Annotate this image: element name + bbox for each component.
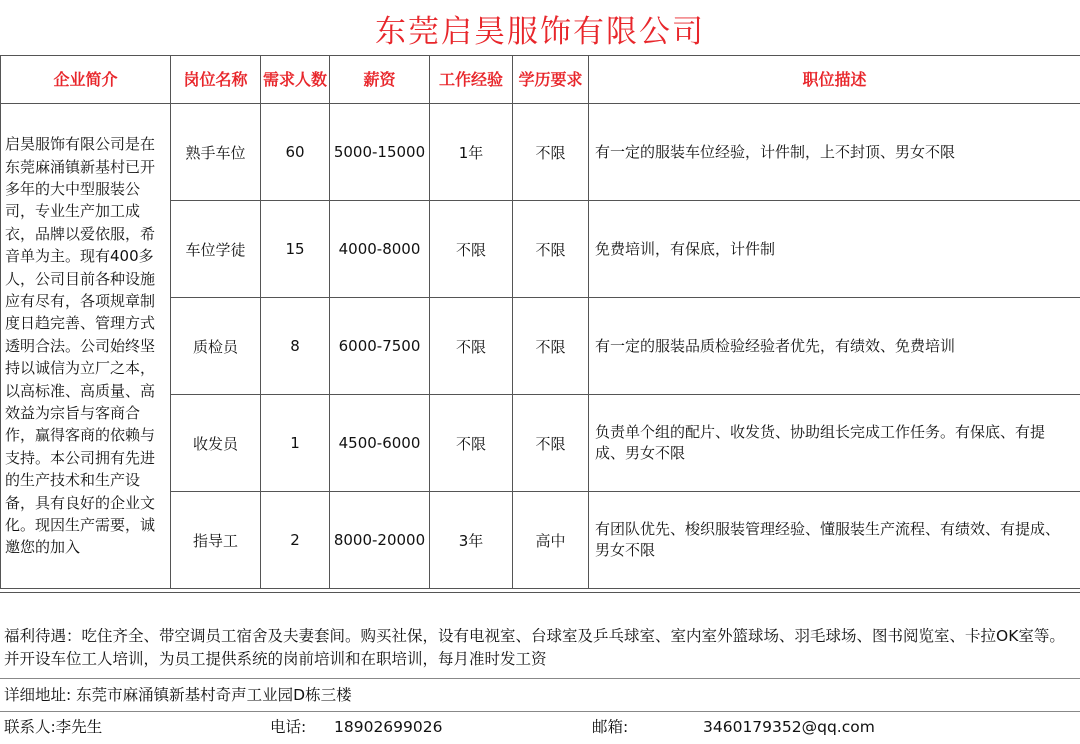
job-count: 2 bbox=[261, 492, 330, 589]
job-experience: 不限 bbox=[430, 395, 513, 492]
email-label: 邮箱: bbox=[592, 712, 628, 743]
job-salary: 8000-20000 bbox=[330, 492, 430, 589]
job-count: 1 bbox=[261, 395, 330, 492]
job-salary: 4500-6000 bbox=[330, 395, 430, 492]
job-position: 熟手车位 bbox=[171, 104, 261, 201]
job-count: 15 bbox=[261, 201, 330, 298]
job-description: 有一定的服装品质检验经验者优先，有绩效、免费培训 bbox=[589, 298, 1080, 395]
job-description: 有团队优先、梭织服装管理经验、懂服装生产流程、有绩效、有提成、男女不限 bbox=[589, 492, 1080, 589]
header-count: 需求人数 bbox=[261, 56, 330, 104]
job-experience: 不限 bbox=[430, 298, 513, 395]
job-count: 60 bbox=[261, 104, 330, 201]
header-position: 岗位名称 bbox=[171, 56, 261, 104]
job-position: 收发员 bbox=[171, 395, 261, 492]
job-education: 不限 bbox=[513, 104, 589, 201]
job-experience: 3年 bbox=[430, 492, 513, 589]
contact-line bbox=[0, 711, 1080, 744]
job-position: 质检员 bbox=[171, 298, 261, 395]
phone-number: 18902699026 bbox=[334, 712, 442, 743]
job-education: 高中 bbox=[513, 492, 589, 589]
job-experience: 不限 bbox=[430, 201, 513, 298]
company-intro: 启昊服饰有限公司是在东莞麻涌镇新基村已开多年的大中型服装公司，专业生产加工成衣，品牌以爱依服，希音单为主。现有400多人，公司目前各种设施应有尽有，各项规章制度日趋完善、管理方式透明合法。公司始终坚持以诚信为立厂之本，以高标准、高质量、高效益为宗旨与客商合作，赢得客商的依赖与支持。本公司拥有先进的生产技术和生产设备，具有良好的企业文化。现因生产需要，诚邀您的加入 bbox=[1, 104, 171, 589]
header-experience: 工作经验 bbox=[430, 56, 513, 104]
job-description: 负责单个组的配片、收发货、协助组长完成工作任务。有保底、有提成、男女不限 bbox=[589, 395, 1080, 492]
header-description: 职位描述 bbox=[589, 56, 1080, 104]
jobs-table bbox=[0, 55, 1080, 589]
address-line: 详细地址: 东莞市麻涌镇新基村奇声工业园D栋三楼 bbox=[0, 678, 1080, 711]
job-description: 有一定的服装车位经验，计件制，上不封顶、男女不限 bbox=[589, 104, 1080, 201]
email-address: 3460179352@qq.com bbox=[703, 712, 875, 743]
job-education: 不限 bbox=[513, 298, 589, 395]
welfare-section bbox=[0, 592, 1080, 679]
table-header-row bbox=[1, 56, 1080, 104]
job-salary: 5000-15000 bbox=[330, 104, 430, 201]
job-position: 指导工 bbox=[171, 492, 261, 589]
job-experience: 1年 bbox=[430, 104, 513, 201]
job-education: 不限 bbox=[513, 395, 589, 492]
table-row bbox=[1, 104, 1080, 201]
company-title: 东莞启昊服饰有限公司 bbox=[0, 0, 1080, 56]
phone-label: 电话: bbox=[270, 712, 306, 743]
header-intro: 企业简介 bbox=[1, 56, 171, 104]
header-salary: 薪资 bbox=[330, 56, 430, 104]
job-salary: 6000-7500 bbox=[330, 298, 430, 395]
job-position: 车位学徒 bbox=[171, 201, 261, 298]
job-count: 8 bbox=[261, 298, 330, 395]
welfare-text: 福利待遇：吃住齐全、带空调员工宿舍及夫妻套间。购买社保，设有电视室、台球室及乒乓球室、室内室外篮球场、羽毛球场、图书阅览室、卡拉OK室等。并开设车位工人培训，为员工提供系统的岗前培训和在职培训，每月准时发工资 bbox=[0, 593, 1080, 671]
job-salary: 4000-8000 bbox=[330, 201, 430, 298]
job-description: 免费培训，有保底，计件制 bbox=[589, 201, 1080, 298]
header-education: 学历要求 bbox=[513, 56, 589, 104]
contact-person: 联系人:李先生 bbox=[4, 712, 102, 743]
job-education: 不限 bbox=[513, 201, 589, 298]
